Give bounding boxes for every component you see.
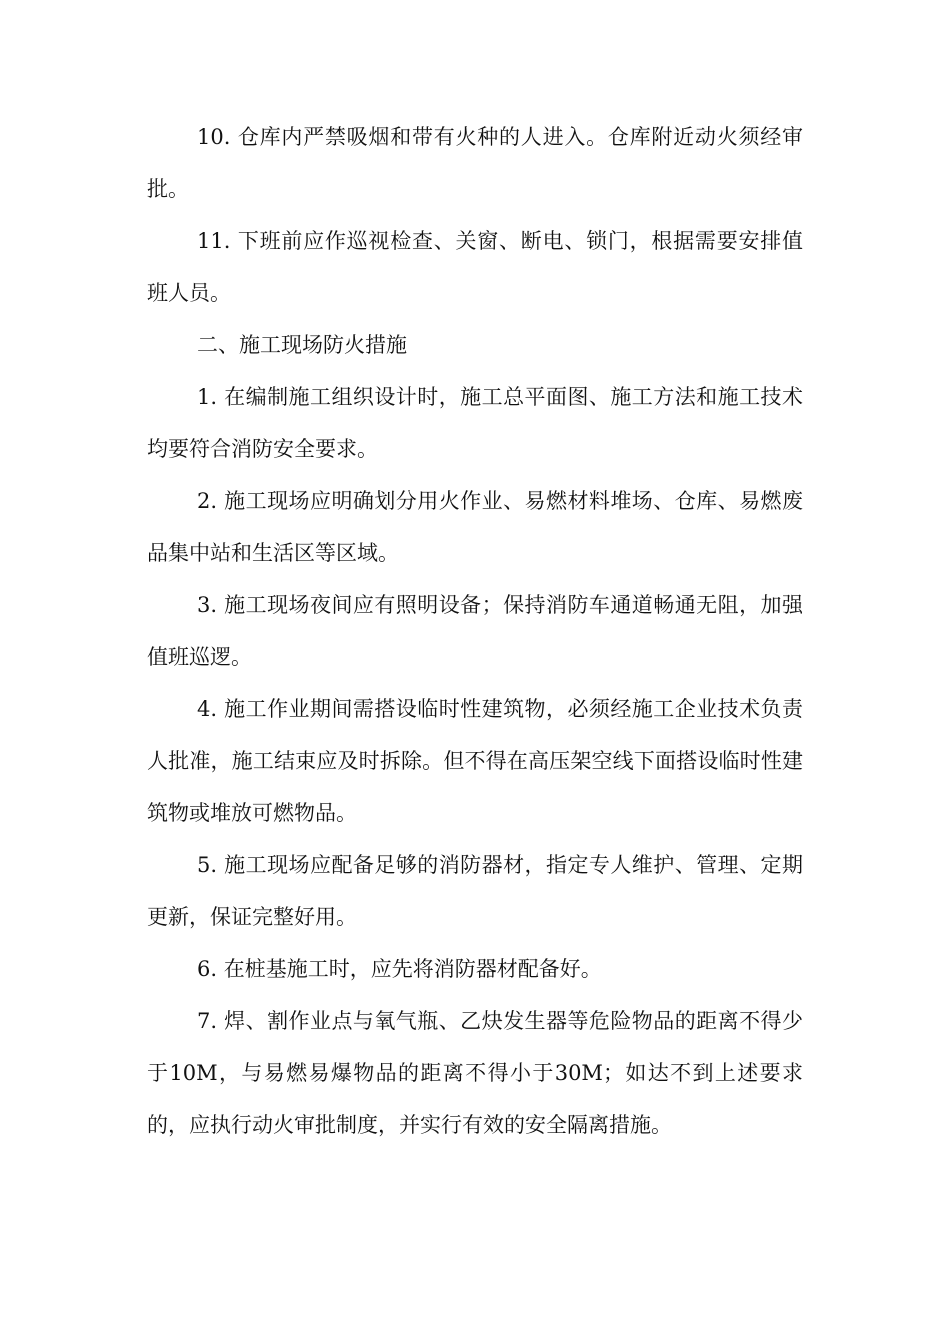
paragraph-item-11: 11. 下班前应作巡视检查、关窗、断电、锁门，根据需要安排值班人员。 xyxy=(147,229,803,305)
paragraph-item-2: 2. 施工现场应明确划分用火作业、易燃材料堆场、仓库、易燃废品集中站和生活区等区域。 xyxy=(147,489,803,565)
paragraph-item-4: 4. 施工作业期间需搭设临时性建筑物，必须经施工企业技术负责人批准，施工结束应及时拆除。但不得在高压架空线下面搭设临时性建筑物或堆放可燃物品。 xyxy=(147,697,803,825)
section-heading-fire-prevention: 二、施工现场防火措施 xyxy=(197,333,407,357)
paragraph-item-5: 5. 施工现场应配备足够的消防器材，指定专人维护、管理、定期更新，保证完整好用。 xyxy=(147,853,803,929)
paragraph-item-3: 3. 施工现场夜间应有照明设备；保持消防车通道畅通无阻，加强值班巡逻。 xyxy=(147,593,803,669)
paragraph-item-6: 6. 在桩基施工时，应先将消防器材配备好。 xyxy=(197,957,602,981)
paragraph-item-10: 10. 仓库内严禁吸烟和带有火种的人进入。仓库附近动火须经审批。 xyxy=(147,125,803,201)
paragraph-item-1: 1. 在编制施工组织设计时，施工总平面图、施工方法和施工技术均要符合消防安全要求。 xyxy=(147,385,803,461)
paragraph-item-7: 7. 焊、割作业点与氧气瓶、乙炔发生器等危险物品的距离不得少于10M，与易燃易爆物品的距离不得小于30M；如达不到上述要求的，应执行动火审批制度，并实行有效的安全隔离措施。 xyxy=(147,1009,803,1137)
document-body xyxy=(147,111,803,1151)
